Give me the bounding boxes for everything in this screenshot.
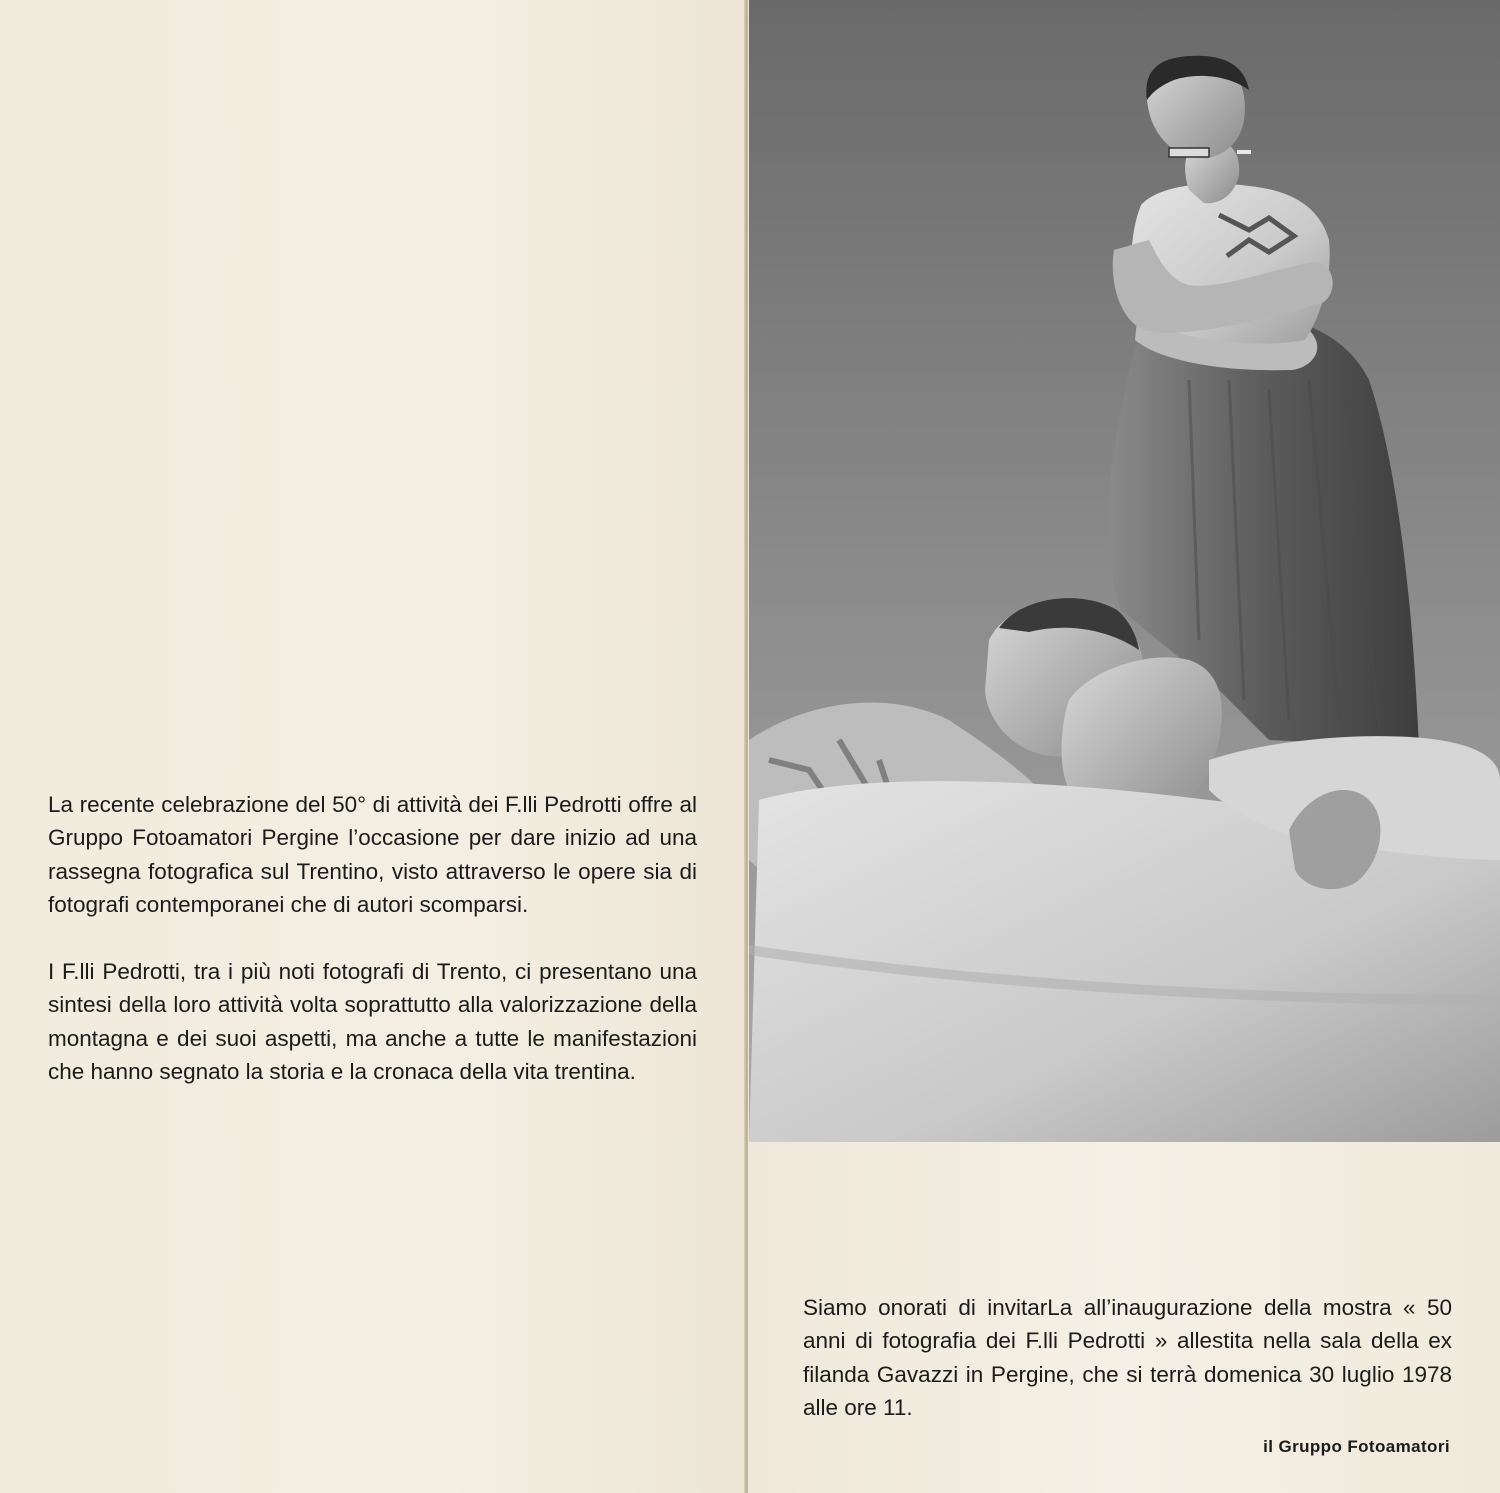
left-page xyxy=(0,0,746,1493)
invitation-paragraph: Siamo onorati di invitarLa all’inaugurazione della mostra « 50 anni di fotografia dei F.lli Pedrotti » allestita nella sala della ex filanda Gavazzi in Pergine, che si terrà domenica 30 luglio 1978 alle ore 11. xyxy=(803,1295,1452,1420)
pedrotti-paragraph: I F.lli Pedrotti, tra i più noti fotografi di Trento, ci presentano una sintesi della loro attività volta soprattutto alla valorizzazione della montagna e dei suoi aspetti, ma anche a tutte le manifestazioni che hanno segnato la storia e la cronaca della vita trentina. xyxy=(48,959,697,1084)
black-and-white-photograph xyxy=(749,0,1500,1142)
photo-illustration xyxy=(749,0,1500,1142)
signature: il Gruppo Fotoamatori xyxy=(1263,1437,1450,1456)
intro-paragraph: La recente celebrazione del 50° di attività dei F.lli Pedrotti offre al Gruppo Fotoamatori Pergine l’occasione per dare inizio ad una rassegna fotografica sul Trentino, visto attraverso le opere sia di fotografi contemporanei che di autori scomparsi. xyxy=(48,792,697,917)
